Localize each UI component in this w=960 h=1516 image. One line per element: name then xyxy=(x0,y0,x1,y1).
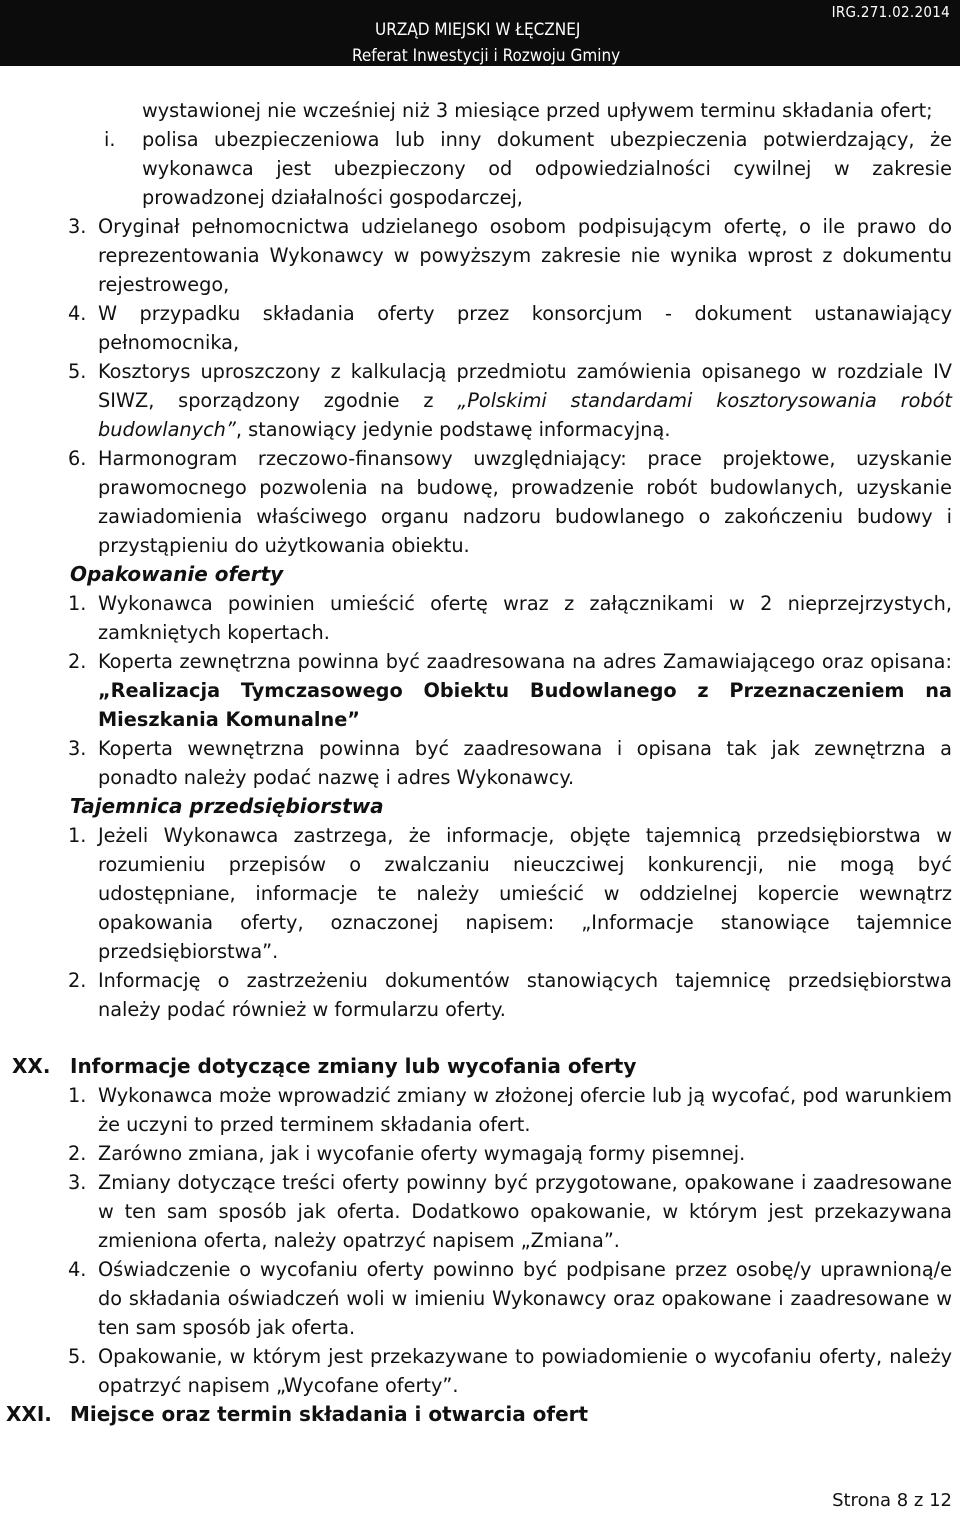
section-number: XXI. xyxy=(6,1402,52,1426)
section-title: Informacje dotyczące zmiany lub wycofania oferty xyxy=(70,1054,637,1078)
packaging-item-3 xyxy=(68,734,952,792)
list-number: 3. xyxy=(68,737,87,760)
department-name: Referat Inwestycji i Rozwoju Gminy xyxy=(352,46,621,66)
xx-item-3 xyxy=(68,1168,952,1255)
list-text: Informację o zastrzeżeniu dokumentów stanowiących tajemnicę przedsiębiorstwa należy podać również w formularzu oferty. xyxy=(98,969,952,1021)
list-text: Opakowanie, w którym jest przekazywane to powiadomienie o wycofaniu oferty, należy opatrzyć napisem „Wycofane oferty”. xyxy=(98,1345,952,1397)
list-text: Oryginał pełnomocnictwa udzielanego osobom podpisującym ofertę, o ile prawo do reprezentowania Wykonawcy w powyższym zakresie nie wynika wprost z dokumentu rejestrowego, xyxy=(98,215,952,296)
section-number: XX. xyxy=(12,1054,51,1078)
list-number: 2. xyxy=(68,969,87,992)
document-body xyxy=(0,96,960,1429)
xx-item-1 xyxy=(68,1081,952,1139)
list-number: 1. xyxy=(68,1084,87,1107)
doc-item-6 xyxy=(68,444,952,560)
list-text: W przypadku składania oferty przez konsorcjum - dokument ustanawiający pełnomocnika, xyxy=(98,302,952,354)
list-text: polisa ubezpieczeniowa lub inny dokument ubezpieczenia potwierdzający, że wykonawca jest ubezpieczony od odpowiedzialności cywilnej w zakresie prowadzonej działalności gospodarczej, xyxy=(142,128,952,209)
list-text: Oświadczenie o wycofaniu oferty powinno być podpisane przez osobę/y uprawnioną/e do składania oświadczeń woli w imieniu Wykonawcy oraz opakowane i zaadresowane w ten sam sposób jak oferta. xyxy=(98,1258,952,1339)
section-spacer xyxy=(0,1024,960,1052)
list-number: 6. xyxy=(68,447,87,470)
continued-paragraph: wystawionej nie wcześniej niż 3 miesiące przed upływem terminu składania ofert; xyxy=(142,99,933,122)
xx-item-5 xyxy=(68,1342,952,1400)
doc-item-3 xyxy=(68,212,952,299)
secret-item-1 xyxy=(68,821,952,966)
list-number: 4. xyxy=(68,1258,87,1281)
list-number: i. xyxy=(104,128,116,151)
list-text: Wykonawca może wprowadzić zmiany w złożonej ofercie lub ją wycofać, pod warunkiem że uczyni to przed terminem składania ofert. xyxy=(98,1084,952,1136)
packaging-item-2 xyxy=(68,647,952,734)
list-text: Zarówno zmiana, jak i wycofanie oferty wymagają formy pisemnej. xyxy=(98,1142,746,1165)
secret-item-2 xyxy=(68,966,952,1024)
list-number: 1. xyxy=(68,824,87,847)
standards-title: „Polskimi standardami kosztorysowania robót budowlanych” xyxy=(98,389,952,441)
list-number: 1. xyxy=(68,592,87,615)
section-xxi-heading xyxy=(6,1400,960,1429)
doc-item-5 xyxy=(68,357,952,444)
list-number: 3. xyxy=(68,215,87,238)
xx-item-2 xyxy=(68,1139,952,1168)
section-title: Miejsce oraz termin składania i otwarcia ofert xyxy=(70,1402,589,1426)
subheading-packaging: Opakowanie oferty xyxy=(70,562,284,586)
list-text: Koperta wewnętrzna powinna być zaadresowana i opisana tak jak zewnętrzna a ponadto należy podać nazwę i adres Wykonawcy. xyxy=(98,737,952,789)
doc-item-4 xyxy=(68,299,952,357)
list-text: Zmiany dotyczące treści oferty powinny być przygotowane, opakowane i zaadresowane w ten sam sposób jak oferta. Dodatkowo opakowanie, w którym jest przekazywana zmieniona oferta, należy opatrzyć napisem „Zmiana”. xyxy=(98,1171,952,1252)
envelope-label: „Realizacja Tymczasowego Obiektu Budowlanego z Przeznaczeniem na Mieszkania Komunalne” xyxy=(98,679,952,731)
section-xx-heading xyxy=(12,1052,960,1081)
list-number: 4. xyxy=(68,302,87,325)
list-number: 5. xyxy=(68,1345,87,1368)
list-number: 2. xyxy=(68,650,87,673)
xx-item-4 xyxy=(68,1255,952,1342)
packaging-item-1 xyxy=(68,589,952,647)
list-text: Jeżeli Wykonawca zastrzega, że informacje, objęte tajemnicą przedsiębiorstwa w rozumieniu przepisów o zwalczaniu nieuczciwej konkurencji, nie mogą być udostępniane, informacje te należy umieścić w oddzielnej kopercie wewnątrz opakowania oferty, oznaczonej napisem: „Informacje stanowiące tajemnice przedsiębiorstwa”. xyxy=(98,824,952,963)
office-name: URZĄD MIEJSKI W ŁĘCZNEJ xyxy=(375,20,581,40)
list-number: 5. xyxy=(68,360,87,383)
list-item-i xyxy=(104,125,952,212)
document-reference: IRG.271.02.2014 xyxy=(831,3,950,21)
list-text: Harmonogram rzeczowo-finansowy uwzględniający: prace projektowe, uzyskanie prawomocnego pozwolenia na budowę, prowadzenie robót budowlanych, uzyskanie zawiadomienia właściwego organu nadzoru budowlanego o zakończeniu budowy i przystąpieniu do użytkowania obiektu. xyxy=(98,447,952,557)
subheading-trade-secret: Tajemnica przedsiębiorstwa xyxy=(70,794,384,818)
list-number: 3. xyxy=(68,1171,87,1194)
list-number: 2. xyxy=(68,1142,87,1165)
list-text-part: Koperta zewnętrzna powinna być zaadresowana na adres Zamawiającego oraz opisana: xyxy=(98,650,952,673)
page-header xyxy=(0,0,960,66)
list-text-part: , stanowiący jedynie podstawę informacyjną. xyxy=(235,418,671,441)
page-number: Strona 8 z 12 xyxy=(832,1490,952,1511)
list-text: Wykonawca powinien umieścić ofertę wraz z załącznikami w 2 nieprzejrzystych, zamkniętych kopertach. xyxy=(98,592,952,644)
list-text-part: Kosztorys uproszczony z kalkulacją przedmiotu zamówienia opisanego w rozdziale IV SIWZ, sporządzony zgodnie z xyxy=(98,360,952,412)
